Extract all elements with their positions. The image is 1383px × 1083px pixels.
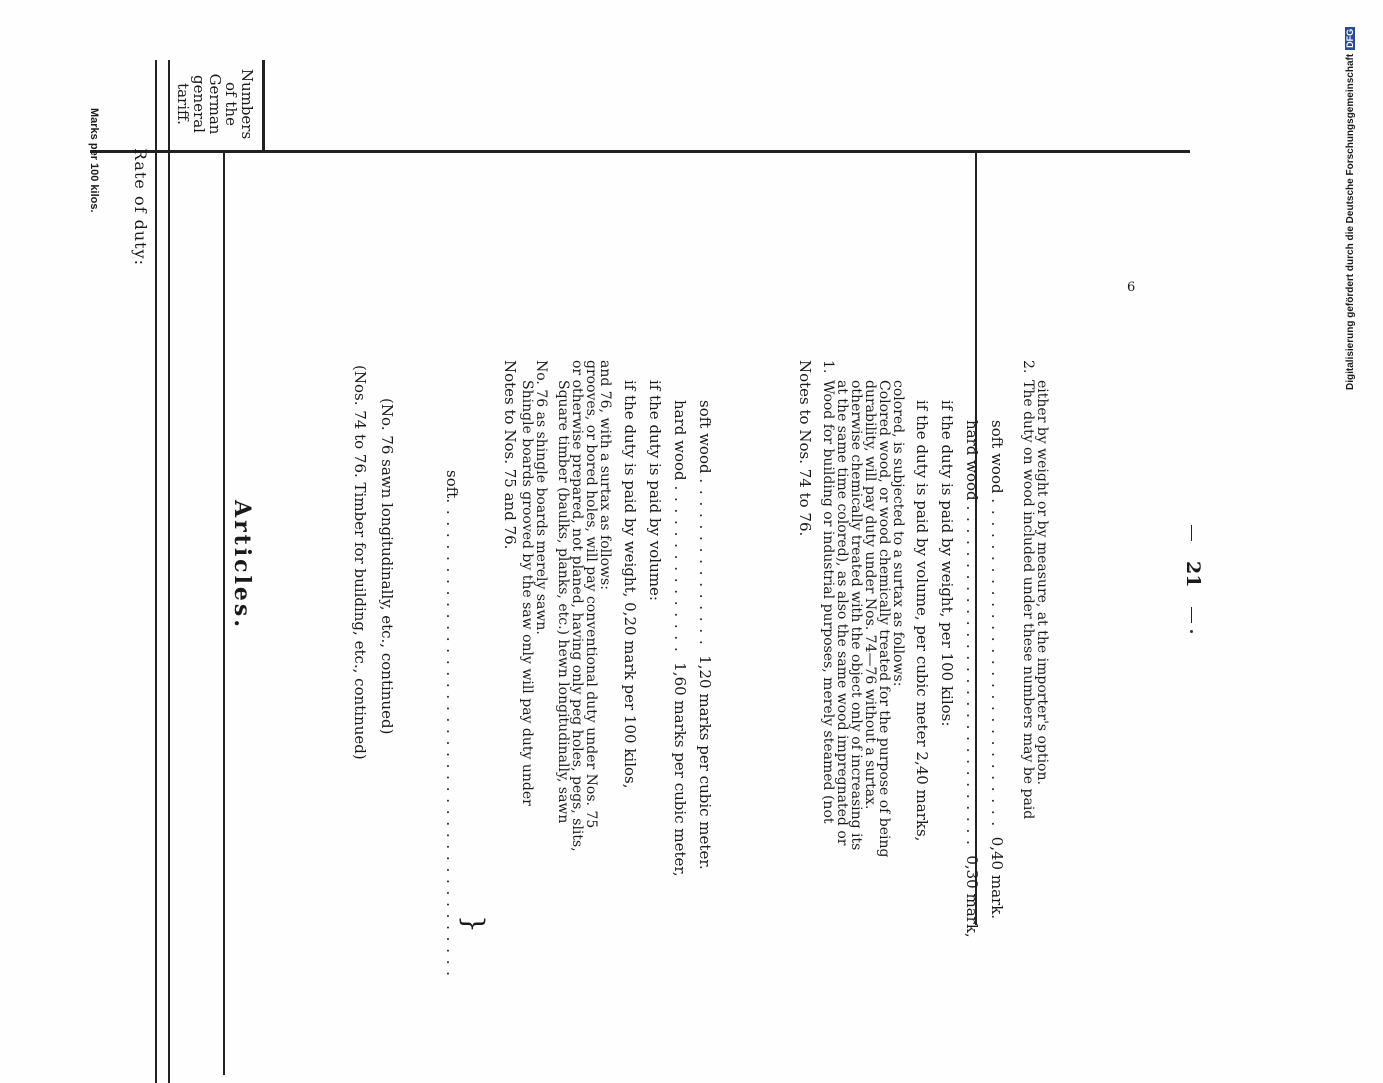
notes-74-76-weight: if the duty is paid by weight, per 100 kilos: <box>938 400 956 727</box>
dfg-logo: DFG <box>1345 28 1355 48</box>
notes-75-76-p2-line2: or otherwise prepared, not planed, having only peg holes, pegs, slits, <box>569 360 585 852</box>
notes-75-76-soft: soft wood . . . . . . . . . . . . . . . 1,20 marks per cubic meter. <box>696 400 714 870</box>
notes-75-76-p2-line3: grooves, or bored holes, will pay conventional duty under Nos. 75 <box>583 360 599 829</box>
header-rule-top <box>262 60 265 150</box>
page-number: 21 <box>1182 505 1204 643</box>
notes-74-76-item1-line5: Colored wood, or wood chemically treated for the purpose of being <box>876 380 892 858</box>
side-credit-text: Digitalisierung gefördert durch die Deutsche Forschungsgemeinschaft <box>1345 53 1356 390</box>
notes-74-76-item2-line2: either by weight or by measure, at the importer's option. <box>1034 380 1050 785</box>
articles-column-header: Articles. <box>229 500 255 630</box>
entry-subheading: (No. 76 sawn longitudinally, etc., continued) <box>378 398 396 735</box>
notes-74-76-item1-line3: otherwise chemically treated with the object only of increasing its <box>848 380 864 851</box>
notes-74-76-volume: if the duty is paid by volume, per cubic meter 2,40 marks, <box>913 400 931 842</box>
notes-74-76-item1-line2: at the same time colored), as also the same wood impregnated or <box>834 380 850 846</box>
notes-75-76-weight: if the duty is paid by weight, 0,20 mark per 100 kilos, <box>621 380 639 789</box>
header-rule-bottom-2 <box>155 60 157 1083</box>
side-credit <box>1345 10 1367 390</box>
entry-heading: (Nos. 74 to 76. Timber for building, etc., continued) <box>351 365 369 760</box>
notes-74-76-item1-line1: Wood for building or industrial purposes, merely steamed (not <box>820 380 836 824</box>
col-rule-rate <box>223 150 225 1075</box>
rate-unit-label: Marks per 100 kilos. <box>88 108 100 213</box>
rate-column-header: Rate of duty: <box>131 148 150 266</box>
document-page <box>88 68 1204 990</box>
header-rule-bottom <box>168 60 170 1083</box>
notes-74-76-item2-num: 2. <box>1020 360 1036 374</box>
notes-74-76-item1-line4: durability, will pay duty under Nos. 74—76 without a surtax. <box>862 380 878 810</box>
notes-75-76-p1-line1: Shingle boards grooved by the saw only will pay duty under <box>519 380 535 806</box>
notes-75-76-volume: if the duty is paid by volume: <box>646 380 664 601</box>
notes-74-76-title: Notes to Nos. 74 to 76. <box>796 360 814 537</box>
notes-74-76-item2-line1: The duty on wood included under these numbers may be paid <box>1020 380 1036 820</box>
soft-line: soft. . . . . . . . . . . . . . . . . . . . . . . . . . . . . . . . . . . . . . . . . . <box>443 470 461 978</box>
notes-75-76-p2-line1: Square timber (baulks, planks, etc.) hewn longitudinally, sawn <box>555 380 571 824</box>
notes-75-76-hard: hard wood . . . . . . . . . . . . . . . 1,60 marks per cubic meter, <box>671 400 689 877</box>
scan-speck <box>1190 630 1193 633</box>
notes-75-76-title: Notes to Nos. 75 and 76. <box>501 360 519 550</box>
notes-75-76-p1-line2: No. 76 as shingle boards merely sawn. <box>533 360 549 635</box>
notes-74-76-hard: hard wood . . . . . . . . . . . . . . . . . . . . . . . . . . . . . . 0,30 mark, <box>963 420 981 938</box>
notes-74-76-item1-line6: colored, is subjected to a surtax as follows: <box>890 380 906 687</box>
numbers-column-header: Numbers of the German general tariff. <box>174 68 256 140</box>
brace: } <box>457 915 490 933</box>
printed-page-marker: 6 <box>1127 280 1136 295</box>
table-rule-main <box>90 150 1190 153</box>
notes-74-76-soft: soft wood . . . . . . . . . . . . . . . . . . . . . . . . . . . . . 0,40 mark. <box>988 420 1006 920</box>
notes-74-76-item1-num: 1. <box>820 360 836 374</box>
notes-75-76-p2-line4: and 76, with a surtax as follows: <box>597 360 613 590</box>
